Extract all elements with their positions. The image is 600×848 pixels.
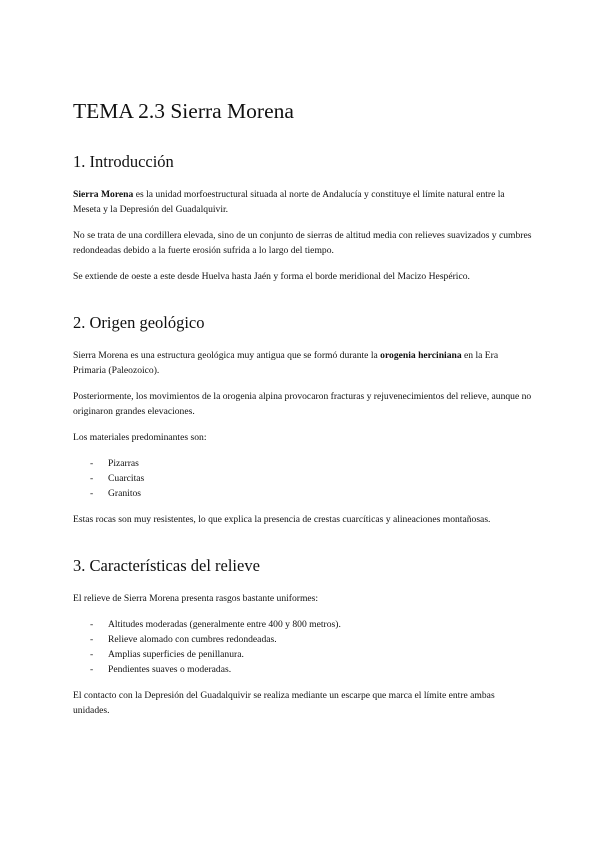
paragraph: El relieve de Sierra Morena presenta rasgos bastante uniformes:: [73, 593, 319, 604]
list-item: [73, 647, 533, 662]
bullet-dash: -: [90, 458, 94, 469]
paragraph-text: Sierra Morena es una estructura geológica muy antigua que se formó durante la: [73, 350, 381, 361]
bullet-dash: -: [90, 649, 94, 660]
bullet-dash: -: [90, 634, 94, 645]
paragraph: No se trata de una cordillera elevada, sino de un conjunto de sierras de altitud media con relieves suavizados y cumbres redondeadas debido a la fuerte erosión sufrida a lo largo del tiempo.: [73, 230, 532, 256]
list-item-text: Amplias superficies de penillanura.: [108, 649, 244, 660]
list-item-text: Pendientes suaves o moderadas.: [108, 664, 232, 675]
list-item-text: Pizarras: [108, 458, 139, 469]
bullet-dash: -: [90, 619, 94, 630]
list-item: [73, 662, 533, 677]
section-heading: 3. Características del relieve: [73, 556, 260, 575]
paragraph: El contacto con la Depresión del Guadalquivir se realiza mediante un escarpe que marca el límite entre ambas unidades.: [73, 690, 495, 716]
list-item: [73, 617, 533, 632]
section-heading: 1. Introducción: [73, 152, 174, 171]
list-item-text: Granitos: [108, 488, 142, 499]
list-item-text: Cuarcitas: [108, 473, 145, 484]
materials-list: [73, 456, 533, 501]
paragraph: Se extiende de oeste a este desde Huelva hasta Jaén y forma el borde meridional del Macizo Hespérico.: [73, 271, 470, 282]
bold-term: Sierra Morena: [73, 189, 134, 200]
document-content: [73, 97, 533, 729]
list-item: [73, 471, 533, 486]
section-heading: 2. Origen geológico: [73, 313, 205, 332]
paragraph: Estas rocas son muy resistentes, lo que explica la presencia de crestas cuarcíticas y alineaciones montañosas.: [73, 514, 491, 525]
bullet-dash: -: [90, 664, 94, 675]
paragraph-text: es la unidad morfoestructural situada al norte de Andalucía y constituye el límite natural entre la Meseta y la Depresión del Guadalquivir.: [73, 189, 505, 215]
relief-features-list: [73, 617, 533, 677]
paragraph: [73, 348, 533, 378]
list-item-text: Relieve alomado con cumbres redondeadas.: [108, 634, 277, 645]
section-introduccion: [73, 151, 533, 284]
bold-term: orogenia herciniana: [380, 350, 462, 361]
list-item-text: Altitudes moderadas (generalmente entre 400 y 800 metros).: [108, 619, 341, 630]
paragraph: Posteriormente, los movimientos de la orogenia alpina provocaron fracturas y rejuvenecimientos del relieve, aunque no originaron grandes elevaciones.: [73, 391, 532, 417]
paragraph-text: en la Era Primaria (Paleozoico).: [73, 350, 499, 376]
list-item: [73, 456, 533, 471]
document-title: TEMA 2.3 Sierra Morena: [73, 99, 294, 123]
section-caracteristicas-relieve: [73, 555, 533, 718]
paragraph: [73, 187, 533, 217]
bullet-dash: -: [90, 473, 94, 484]
bullet-dash: -: [90, 488, 94, 499]
section-origen-geologico: [73, 312, 533, 527]
paragraph: Los materiales predominantes son:: [73, 432, 207, 443]
list-item: [73, 486, 533, 501]
list-item: [73, 632, 533, 647]
